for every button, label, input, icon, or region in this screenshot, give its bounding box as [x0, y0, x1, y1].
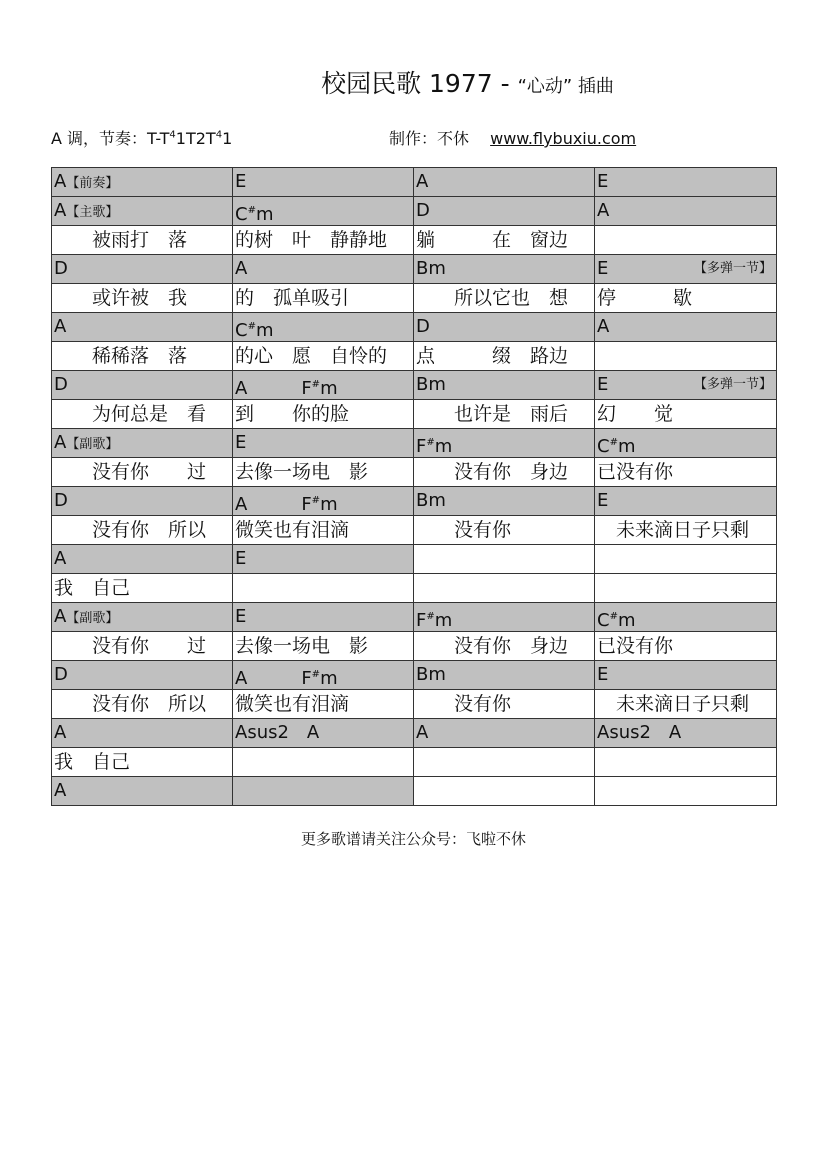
lyric-cell: [595, 574, 777, 603]
chord-symbol: A: [235, 258, 248, 279]
chord-symbol: E: [235, 548, 247, 569]
chord-symbol: Asus2 A: [235, 722, 320, 743]
lyric-row: [52, 400, 777, 429]
lyric-text: 为何总是 看: [54, 403, 207, 425]
lyric-cell: [595, 400, 777, 429]
chord-cell: [233, 371, 414, 400]
lyric-cell: [52, 226, 233, 255]
chord-symbol: [414, 777, 594, 805]
lyric-cell: [414, 342, 595, 371]
chord-symbol: Bm: [416, 490, 446, 511]
chord-symbol: A: [54, 316, 67, 337]
lyric-text: 的树 叶 静静地: [235, 229, 388, 251]
lyric-text: 我 自己: [54, 577, 131, 599]
lyric-text: 点 缀 路边: [416, 345, 569, 367]
lyric-text: 没有你 过: [54, 461, 207, 483]
lyric-cell: [595, 226, 777, 255]
extra-bar-note: 【多弹一节】: [693, 377, 772, 392]
lyric-text: [233, 748, 413, 776]
footer-note: 更多歌谱请关注公众号：飞啦不休: [300, 830, 526, 848]
lyric-text: [595, 748, 776, 776]
lyric-text: 没有你: [416, 693, 512, 715]
chord-cell: [414, 661, 595, 690]
lyric-row: [52, 516, 777, 545]
lyric-text: 去像一场电 影: [235, 461, 369, 483]
chord-cell: [52, 197, 233, 226]
chord-cell: [233, 313, 414, 342]
lyric-text: 没有你 身边: [416, 635, 569, 657]
lyric-text: 所以它也 想: [416, 287, 569, 309]
lyric-text: 没有你 过: [54, 635, 207, 657]
chord-symbol: [595, 545, 776, 573]
lyric-text: [595, 342, 776, 370]
lyric-row: [52, 748, 777, 777]
chord-row: [52, 603, 777, 632]
lyric-row: [52, 632, 777, 661]
lyric-row: [52, 284, 777, 313]
chord-symbol: F#m: [416, 436, 453, 457]
chord-cell: [52, 313, 233, 342]
author-info: [389, 126, 636, 149]
chord-cell: [414, 545, 595, 574]
lyric-cell: [595, 632, 777, 661]
chord-cell: [414, 313, 595, 342]
lyric-text: 或许被 我: [54, 287, 188, 309]
lyric-cell: [414, 458, 595, 487]
chord-cell: [233, 255, 414, 284]
lyric-cell: [414, 632, 595, 661]
lyric-text: [414, 748, 594, 776]
lyric-cell: [414, 400, 595, 429]
lyric-cell: [414, 226, 595, 255]
chord-symbol: D: [54, 664, 68, 685]
chord-cell: [52, 429, 233, 458]
lyric-text: 躺 在 窗边: [416, 229, 569, 251]
lyric-cell: [233, 632, 414, 661]
lyric-text: 到 你的脸: [235, 403, 350, 425]
chord-sheet-table: [51, 167, 777, 806]
lyric-text: 微笑也有泪滴: [235, 693, 350, 715]
lyric-text: 没有你 所以: [54, 519, 207, 541]
key-sup-2: 4: [215, 129, 223, 141]
lyric-cell: [52, 458, 233, 487]
lyric-cell: [414, 574, 595, 603]
chord-symbol: E 【多弹一节】: [595, 255, 776, 283]
chord-cell: [414, 429, 595, 458]
lyric-cell: [52, 284, 233, 313]
section-tag: 【副歌】: [66, 611, 119, 626]
chord-symbol: C#m: [235, 320, 274, 341]
title-main: 校园民歌 1977 -: [321, 69, 510, 98]
song-title: [0, 64, 827, 100]
chord-symbol: C#m: [235, 204, 274, 225]
lyric-text: 没有你: [416, 519, 512, 541]
chord-symbol: A【副歌】: [54, 606, 119, 627]
chord-cell: [233, 719, 414, 748]
chord-cell: [414, 197, 595, 226]
chord-symbol: D: [54, 374, 68, 395]
lyric-cell: [52, 516, 233, 545]
chord-cell: [233, 661, 414, 690]
lyric-cell: [595, 342, 777, 371]
chord-symbol: A: [597, 316, 610, 337]
key-prefix: A 调，节奏：T-T: [51, 129, 170, 148]
lyric-cell: [414, 748, 595, 777]
lyric-text: 未来滴日子只剩: [597, 693, 750, 715]
chord-cell: [595, 197, 777, 226]
lyric-text: 微笑也有泪滴: [235, 519, 350, 541]
lyric-cell: [595, 516, 777, 545]
chord-symbol: D: [54, 490, 68, 511]
chord-cell: [52, 545, 233, 574]
chord-symbol: E: [235, 606, 247, 627]
lyric-row: [52, 690, 777, 719]
lyric-cell: [233, 574, 414, 603]
lyric-cell: [595, 284, 777, 313]
lyric-cell: [414, 516, 595, 545]
chord-cell: [595, 603, 777, 632]
chord-cell: [52, 487, 233, 516]
lyric-text: [595, 226, 776, 254]
lyric-text: 停 歇: [597, 287, 693, 309]
chord-cell: [414, 371, 595, 400]
chord-cell: [52, 603, 233, 632]
chord-symbol: A: [54, 722, 67, 743]
section-tag: 【主歌】: [66, 205, 119, 220]
lyric-text: [233, 574, 413, 602]
chord-cell: [52, 168, 233, 197]
lyric-cell: [233, 458, 414, 487]
chord-cell: [52, 719, 233, 748]
chord-sheet-body: [52, 168, 777, 806]
chord-symbol: E: [597, 490, 609, 511]
chord-cell: [595, 313, 777, 342]
chord-symbol: [595, 777, 776, 805]
chord-symbol: Asus2 A: [597, 722, 682, 743]
lyric-text: 未来滴日子只剩: [597, 519, 750, 541]
chord-cell: [414, 255, 595, 284]
lyric-cell: [233, 400, 414, 429]
lyric-text: 已没有你: [597, 461, 674, 483]
chord-row: [52, 168, 777, 197]
chord-symbol: D: [416, 200, 430, 221]
lyric-row: [52, 574, 777, 603]
chord-cell: [414, 777, 595, 806]
section-tag: 【前奏】: [66, 176, 119, 191]
chord-cell: [595, 661, 777, 690]
lyric-text: [595, 574, 776, 602]
chord-cell: [233, 777, 414, 806]
lyric-cell: [52, 632, 233, 661]
chord-row: [52, 371, 777, 400]
key-rhythm-info: [51, 126, 232, 149]
lyric-cell: [233, 342, 414, 371]
lyric-row: [52, 226, 777, 255]
chord-cell: [595, 168, 777, 197]
chord-symbol: A: [416, 722, 429, 743]
chord-symbol: Bm: [416, 664, 446, 685]
chord-row: [52, 719, 777, 748]
chord-cell: [595, 371, 777, 400]
chord-symbol: D: [54, 258, 68, 279]
lyric-text: 也许是 雨后: [416, 403, 569, 425]
lyric-cell: [233, 516, 414, 545]
lyric-text: 我 自己: [54, 751, 131, 773]
lyric-text: 幻 觉: [597, 403, 674, 425]
extra-bar-note: 【多弹一节】: [693, 261, 772, 276]
chord-row: [52, 777, 777, 806]
lyric-text: 没有你 身边: [416, 461, 569, 483]
chord-cell: [414, 168, 595, 197]
chord-row: [52, 313, 777, 342]
chord-symbol: A: [54, 780, 67, 801]
lyric-cell: [52, 400, 233, 429]
chord-symbol: F#m: [416, 610, 453, 631]
lyric-cell: [233, 748, 414, 777]
chord-symbol: A【副歌】: [54, 432, 119, 453]
chord-symbol: Bm: [416, 374, 446, 395]
chord-cell: [414, 487, 595, 516]
chord-cell: [233, 429, 414, 458]
chord-cell: [52, 661, 233, 690]
lyric-cell: [595, 690, 777, 719]
lyric-cell: [52, 342, 233, 371]
lyric-text: 已没有你: [597, 635, 674, 657]
chord-symbol: A: [597, 200, 610, 221]
chord-symbol: A F#m: [235, 668, 338, 689]
lyric-text: 被雨打 落: [54, 229, 188, 251]
lyric-cell: [595, 458, 777, 487]
lyric-cell: [595, 748, 777, 777]
chord-symbol: A【主歌】: [54, 200, 119, 221]
chord-symbol: [233, 777, 413, 805]
lyric-cell: [52, 748, 233, 777]
lyric-text: 没有你 所以: [54, 693, 207, 715]
lyric-cell: [233, 284, 414, 313]
chord-cell: [52, 777, 233, 806]
chord-cell: [595, 719, 777, 748]
chord-cell: [595, 487, 777, 516]
chord-cell: [233, 545, 414, 574]
chord-cell: [52, 371, 233, 400]
chord-row: [52, 545, 777, 574]
section-tag: 【副歌】: [66, 437, 119, 452]
chord-symbol: A【前奏】: [54, 171, 119, 192]
chord-cell: [414, 719, 595, 748]
chord-cell: [233, 168, 414, 197]
lyric-text: 的心 愿 自怜的: [235, 345, 388, 367]
lyric-cell: [52, 574, 233, 603]
key-end: 1: [222, 129, 233, 148]
lyric-text: 的 孤单吸引: [235, 287, 350, 309]
chord-cell: [52, 255, 233, 284]
key-sup-1: 4: [169, 129, 176, 141]
chord-symbol: [414, 545, 594, 573]
chord-symbol: E: [235, 171, 247, 192]
lyric-text: 稀稀落 落: [54, 345, 188, 367]
chord-cell: [233, 487, 414, 516]
chord-symbol: E: [235, 432, 247, 453]
title-subtitle: “心动” 插曲: [517, 76, 614, 97]
key-rest: 1T2T: [175, 129, 216, 148]
chord-row: [52, 487, 777, 516]
chord-symbol: C#m: [597, 610, 636, 631]
chord-row: [52, 661, 777, 690]
chord-cell: [595, 255, 777, 284]
chord-row: [52, 255, 777, 284]
chord-symbol: Bm: [416, 258, 446, 279]
chord-cell: [233, 603, 414, 632]
lyric-cell: [414, 284, 595, 313]
chord-cell: [595, 429, 777, 458]
author-label: 制作：不休: [389, 129, 470, 148]
chord-symbol: E: [597, 171, 609, 192]
chord-symbol: A F#m: [235, 378, 338, 399]
chord-cell: [233, 197, 414, 226]
chord-symbol: A: [416, 171, 429, 192]
lyric-cell: [414, 690, 595, 719]
chord-row: [52, 429, 777, 458]
chord-symbol: E 【多弹一节】: [595, 371, 776, 399]
chord-symbol: D: [416, 316, 430, 337]
lyric-row: [52, 342, 777, 371]
lyric-row: [52, 458, 777, 487]
chord-cell: [595, 777, 777, 806]
lyric-cell: [233, 226, 414, 255]
lyric-cell: [233, 690, 414, 719]
chord-row: [52, 197, 777, 226]
chord-symbol: E: [597, 664, 609, 685]
lyric-cell: [52, 690, 233, 719]
lyric-text: [414, 574, 594, 602]
chord-symbol: A F#m: [235, 494, 338, 515]
chord-cell: [595, 545, 777, 574]
chord-symbol: A: [54, 548, 67, 569]
lyric-text: 去像一场电 影: [235, 635, 369, 657]
website-link[interactable]: www.flybuxiu.com: [490, 129, 637, 148]
chord-cell: [414, 603, 595, 632]
chord-symbol: C#m: [597, 436, 636, 457]
